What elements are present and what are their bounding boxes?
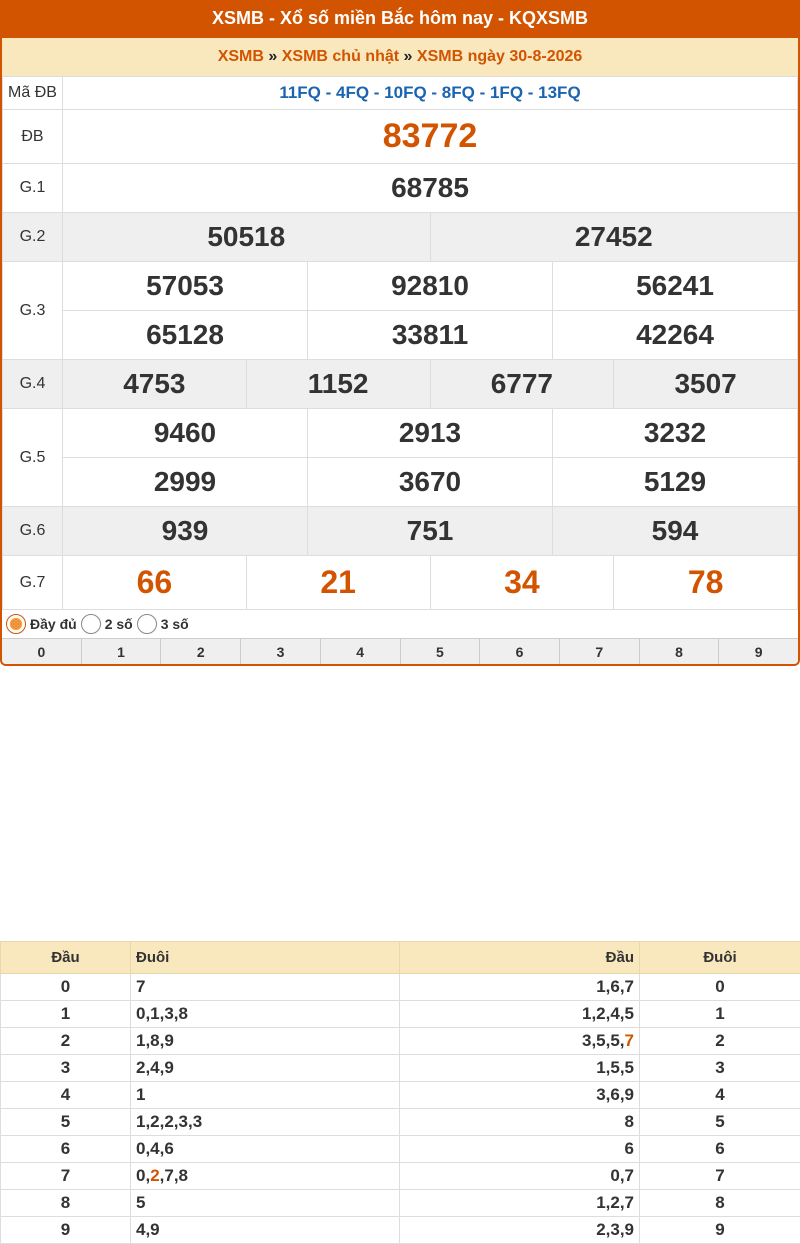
row-g5 (3, 458, 798, 507)
prize-number: 42264 (553, 311, 798, 360)
duoi-cell: 4 (640, 1082, 800, 1109)
duoi-cell: 2,4,9 (131, 1055, 400, 1082)
row-db (3, 110, 798, 164)
dau-cell: 6 (400, 1136, 640, 1163)
duoi-cell: 1,2,2,3,3 (131, 1109, 400, 1136)
duoi-cell: 2 (640, 1028, 800, 1055)
dau-cell: 3 (1, 1055, 131, 1082)
loto-header-row (1, 942, 800, 974)
prize-label: Mã ĐB (3, 77, 63, 110)
dau-cell: 1,2,7 (400, 1190, 640, 1217)
dau-cell: 8 (1, 1190, 131, 1217)
prize-number: 56241 (553, 262, 798, 311)
option-three-digits[interactable] (137, 614, 189, 634)
column-header: Đầu (400, 942, 640, 974)
duoi-cell: 3 (640, 1055, 800, 1082)
duoi-cell: 0 (640, 974, 800, 1001)
dau-cell: 0 (1, 974, 131, 1001)
highlight-digit: 7 (625, 1031, 634, 1050)
radio-icon[interactable] (137, 614, 157, 634)
radio-selected-icon[interactable] (6, 614, 26, 634)
digit-filter-5[interactable]: 5 (401, 639, 481, 664)
table-row (1, 1082, 800, 1109)
prize-number: 594 (553, 507, 798, 556)
prize-label: G.7 (3, 556, 63, 610)
row-g3 (3, 311, 798, 360)
duoi-cell: 5 (131, 1190, 400, 1217)
prize-label: G.1 (3, 164, 63, 213)
duoi-cell: 0,1,3,8 (131, 1001, 400, 1028)
dau-cell: 4 (1, 1082, 131, 1109)
duoi-cell: 7 (640, 1163, 800, 1190)
prize-number: 2999 (63, 458, 308, 507)
prize-number: 1152 (246, 360, 430, 409)
row-g2 (3, 213, 798, 262)
table-row (1, 1028, 800, 1055)
prize-number: 68785 (63, 164, 798, 213)
prize-number: 57053 (63, 262, 308, 311)
duoi-cell: 0,4,6 (131, 1136, 400, 1163)
dau-cell: 2,3,9 (400, 1217, 640, 1244)
duoi-cell (131, 1163, 400, 1190)
table-row (1, 1136, 800, 1163)
option-full[interactable] (6, 614, 77, 634)
column-header: Đầu (1, 942, 131, 974)
row-g5 (3, 409, 798, 458)
digit-filter-8[interactable]: 8 (640, 639, 720, 664)
prize-number: 3232 (553, 409, 798, 458)
option-label: 3 số (161, 616, 189, 632)
prize-number: 34 (430, 556, 614, 610)
dau-cell: 8 (400, 1109, 640, 1136)
digit-filter-1[interactable]: 1 (82, 639, 162, 664)
column-header: Đuôi (131, 942, 400, 974)
prize-number: 21 (246, 556, 430, 610)
dau-cell: 6 (1, 1136, 131, 1163)
prize-number: 3507 (614, 360, 798, 409)
row-g4 (3, 360, 798, 409)
duoi-cell: 4,9 (131, 1217, 400, 1244)
dau-cell: 3,6,9 (400, 1082, 640, 1109)
cell-text: 0, (136, 1166, 150, 1185)
duoi-cell: 5 (640, 1109, 800, 1136)
row-g6 (3, 507, 798, 556)
prize-number: 92810 (308, 262, 553, 311)
dau-cell (400, 1028, 640, 1055)
highlight-digit: 2 (150, 1166, 159, 1185)
row-ma-db (3, 77, 798, 110)
prize-label: G.5 (3, 409, 63, 507)
prize-label: G.4 (3, 360, 63, 409)
prize-number: 4753 (63, 360, 247, 409)
special-prize-number: 83772 (63, 110, 798, 164)
radio-icon[interactable] (81, 614, 101, 634)
duoi-cell: 1,8,9 (131, 1028, 400, 1055)
row-g3 (3, 262, 798, 311)
table-row (1, 1109, 800, 1136)
prize-number: 939 (63, 507, 308, 556)
digit-filter-6[interactable]: 6 (480, 639, 560, 664)
dau-cell: 5 (1, 1109, 131, 1136)
loto-table (0, 941, 800, 1244)
breadcrumb-separator: » (268, 48, 277, 65)
breadcrumb-link-sunday[interactable]: XSMB chủ nhật (282, 48, 399, 65)
option-label: Đầy đủ (30, 616, 77, 632)
dau-cell: 9 (1, 1217, 131, 1244)
digit-filter-3[interactable]: 3 (241, 639, 321, 664)
breadcrumb-link-date[interactable]: XSMB ngày 30-8-2026 (417, 48, 582, 65)
prize-number: 66 (63, 556, 247, 610)
page-title: XSMB - Xổ số miền Bắc hôm nay - KQXSMB (2, 0, 798, 38)
table-row (1, 1055, 800, 1082)
prize-number: 33811 (308, 311, 553, 360)
prize-number: 50518 (63, 213, 431, 262)
digit-filter-4[interactable]: 4 (321, 639, 401, 664)
prize-number: 65128 (63, 311, 308, 360)
duoi-cell: 1 (131, 1082, 400, 1109)
table-row (1, 1217, 800, 1244)
digit-filter-bar (2, 638, 798, 664)
dau-cell: 2 (1, 1028, 131, 1055)
prize-number: 9460 (63, 409, 308, 458)
digit-filter-9[interactable]: 9 (719, 639, 798, 664)
digit-filter-2[interactable]: 2 (161, 639, 241, 664)
prize-label: G.2 (3, 213, 63, 262)
duoi-cell: 6 (640, 1136, 800, 1163)
cell-text: 3,5,5, (582, 1031, 625, 1050)
prize-number: 78 (614, 556, 798, 610)
table-row (1, 1190, 800, 1217)
table-row (1, 1001, 800, 1028)
row-g7 (3, 556, 798, 610)
duoi-cell: 9 (640, 1217, 800, 1244)
prize-label: ĐB (3, 110, 63, 164)
display-options (2, 610, 798, 638)
prize-number: 2913 (308, 409, 553, 458)
special-code: 11FQ - 4FQ - 10FQ - 8FQ - 1FQ - 13FQ (63, 77, 798, 110)
breadcrumb-separator: » (404, 48, 413, 65)
dau-cell: 1,5,5 (400, 1055, 640, 1082)
prize-label: G.6 (3, 507, 63, 556)
dau-cell: 1,6,7 (400, 974, 640, 1001)
dau-cell: 0,7 (400, 1163, 640, 1190)
column-header: Đuôi (640, 942, 800, 974)
prize-number: 3670 (308, 458, 553, 507)
breadcrumb-link-xsmb[interactable]: XSMB (218, 48, 264, 65)
prize-number: 27452 (430, 213, 798, 262)
duoi-cell: 1 (640, 1001, 800, 1028)
duoi-cell: 7 (131, 974, 400, 1001)
duoi-cell: 8 (640, 1190, 800, 1217)
dau-cell: 1 (1, 1001, 131, 1028)
prize-label: G.3 (3, 262, 63, 360)
option-two-digits[interactable] (81, 614, 133, 634)
option-label: 2 số (105, 616, 133, 632)
dau-cell: 7 (1, 1163, 131, 1190)
row-g1 (3, 164, 798, 213)
table-row (1, 974, 800, 1001)
prize-number: 6777 (430, 360, 614, 409)
dau-cell: 1,2,4,5 (400, 1001, 640, 1028)
results-table (2, 76, 798, 610)
table-row (1, 1163, 800, 1190)
breadcrumb (2, 38, 798, 76)
prize-number: 5129 (553, 458, 798, 507)
digit-filter-7[interactable]: 7 (560, 639, 640, 664)
prize-number: 751 (308, 507, 553, 556)
digit-filter-0[interactable]: 0 (2, 639, 82, 664)
cell-text: ,7,8 (160, 1166, 188, 1185)
